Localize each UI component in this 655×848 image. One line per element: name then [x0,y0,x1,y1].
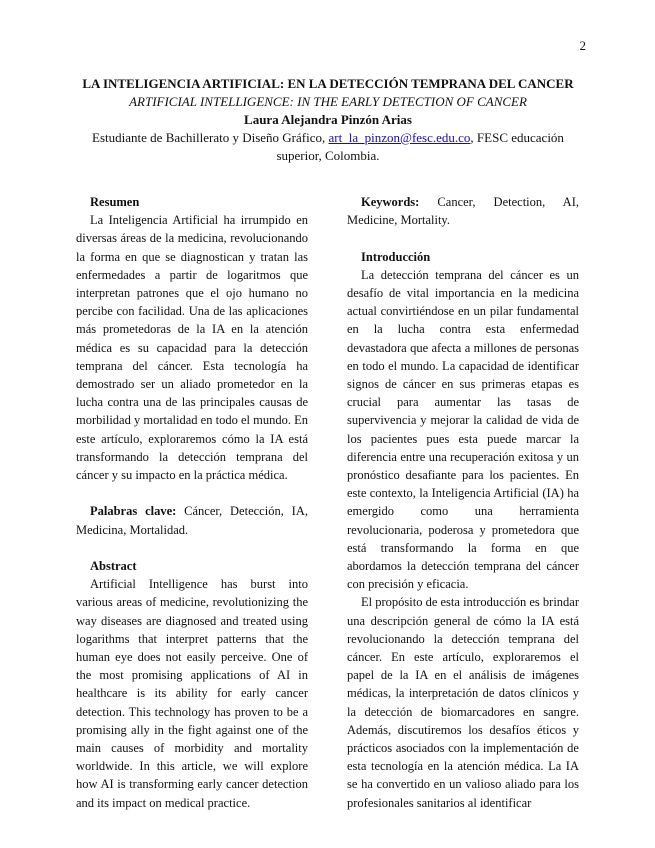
author-email-link[interactable]: art_la_pinzon@fesc.edu.co [328,130,471,145]
palabras-clave [76,502,308,538]
introduccion-paragraph-1: La detección temprana del cáncer es un desafío de vital importancia en la medicina actual convirtiéndose en un pilar fundamental en la lucha contra esta enfermedad devastadora que afecta a millones de personas en todo el mundo. La capacidad de identificar signos de cáncer en sus primeras etapas es crucial para aumentar las tasas de supervivencia y mejorar la calidad de vida de los pacientes pues esta puede marcar la diferencia entre una recuperación exitosa y un pronóstico desafiante para los pacientes. En este contexto, la Inteligencia Artificial (IA) ha emergido como una herramienta revolucionaria, poderosa y prometedora que está transformando la forma en que abordamos la detección temprana del cáncer con precisión y eficacia. [347,267,579,592]
palabras-clave-text: Cáncer, Detección, IA, Medicina, Mortalidad. [76,504,308,537]
affiliation-prefix: Estudiante de Bachillerato y Diseño Gráfico, [92,130,329,145]
affiliation-suffix: , FESC educación superior, Colombia. [276,130,564,163]
palabras-clave-label: Palabras clave: [90,504,177,519]
abstract-text: Artificial Intelligence has burst into various areas of medicine, revolutionizing the way diseases are diagnosed and treated using logarithms that interpret patterns that the human eye does not easily perceive. One of the most promising applications of AI in healthcare is its ability for early cancer detection. This technology has proven to be a promising ally in the fight against one of the main causes of morbidity and mortality worldwide. In this article, we will explore how AI is transforming early cancer detection and its impact on medical practice. [76,577,308,810]
keywords [347,193,579,229]
title-spanish: LA INTELIGENCIA ARTIFICIAL: EN LA DETECCIÓN TEMPRANA DEL CANCER [82,76,574,91]
left-column [76,193,308,812]
author-affiliation [76,129,580,165]
keywords-text: Cancer, Detection, AI, Medicine, Mortality. [347,195,579,228]
abstract-heading: Abstract [90,559,137,574]
resumen-heading: Resumen [90,195,140,209]
page-number: 2 [579,38,586,53]
title-english: ARTIFICIAL INTELLIGENCE: IN THE EARLY DETECTION OF CANCER [129,94,527,109]
introduccion-paragraph-2: El propósito de esta introducción es brindar una descripción general de cómo la IA está revolucionando la detección temprana del cáncer. En este artículo, exploraremos el papel de la IA en el análisis de imágenes médicas, la interpretación de datos clínicos y la detección de biomarcadores en sangre. Además, discutiremos los desafíos éticos y prácticos asociados con la implementación de esta tecnología en la atención médica. La IA se ha convertido en un valioso aliado para los profesionales sanitarios al identificar [347,595,579,810]
paper-header [76,75,580,165]
resumen-text: La Inteligencia Artificial ha irrumpido en diversas áreas de la medicina, revolucionando la forma en que se diagnostican y tratan las enfermedades a partir de logaritmos que interpretan patrones que el ojo humano no percibe con facilidad. Una de las aplicaciones más prometedoras de la IA en la atención médica es su capacidad para la detección temprana del cáncer. Esta tecnología ha demostrado ser un aliado prometedor en la lucha contra una de las principales causas de morbilidad y mortalidad en todo el mundo. En este artículo, exploraremos cómo la IA está transformando la detección temprana del cáncer y su impacto en la práctica médica. [76,213,308,483]
author-name: Laura Alejandra Pinzón Arias [244,112,412,127]
right-column [347,193,579,812]
introduccion-heading: Introducción [361,249,431,264]
keywords-label: Keywords: [361,195,420,209]
